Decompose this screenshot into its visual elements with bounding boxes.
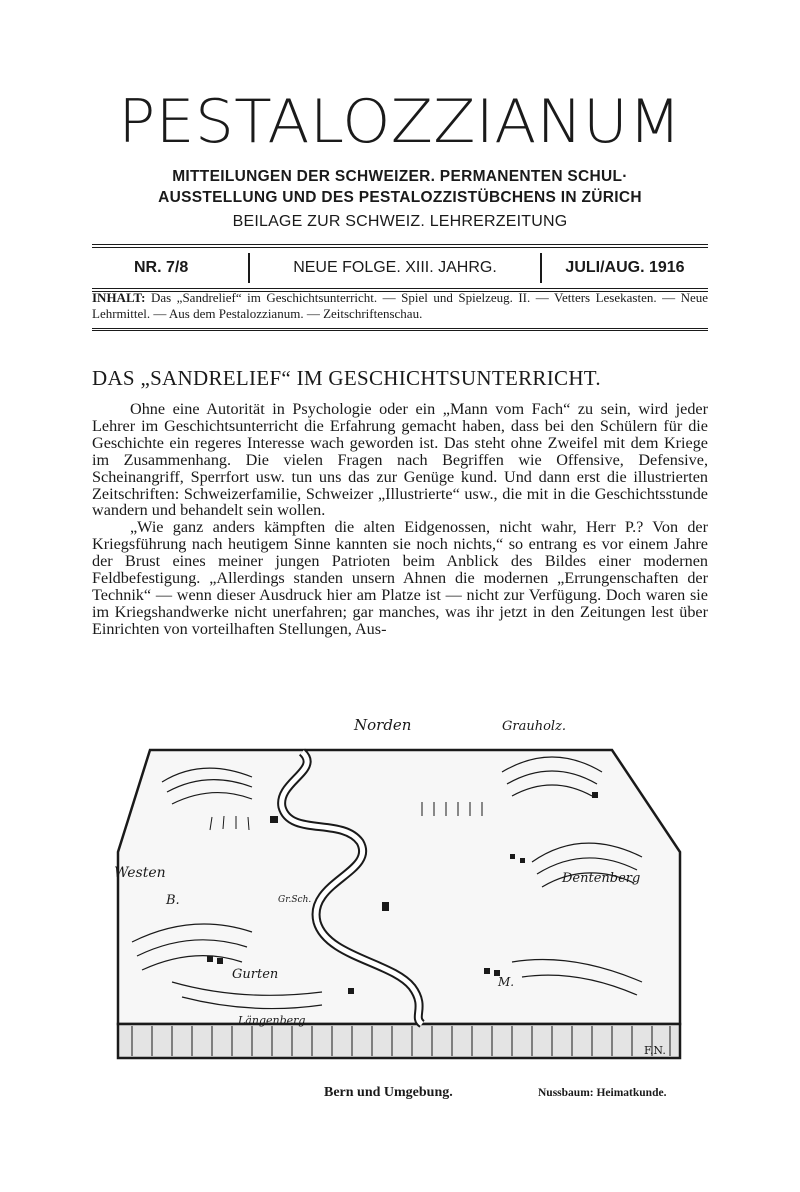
masthead: [92, 86, 708, 231]
map-label-east-hill: Dentenberg: [562, 871, 641, 886]
map-label-west: Westen: [114, 865, 166, 881]
journal-title: PESTALOZZIANUM: [118, 87, 682, 157]
article-paragraph-1: Ohne eine Autorität in Psychologie oder ein „Mann vom Fach“ zu sein, wird jeder Lehrer im Geschichtsunterricht die Erfahrung gemacht haben, dass bei den Schülern für die Geschichte ein regeres Interesse wach geworden ist. Das steht ohne Zweifel mit dem Kriege im Zusammenhang. Die vielen Fragen nach Begriffen wie Offensive, Defensive, Scheinangriff, Sperrfort usw. tun uns das zur Genüge kund. Und dann erst die illustrierten Zeitschriften: Schweizerfamilie, Schweizer „Illustrierte“ usw., die mit in die Geschichtsstunde wandern und behandelt sein wollen.: [92, 400, 708, 520]
map-label-top-right: Grauholz.: [502, 719, 567, 734]
map-label-m: M.: [498, 975, 515, 989]
article-title: DAS „SANDRELIEF“ IM GESCHICHTSUNTERRICHT.: [92, 366, 601, 390]
contents-label: INHALT:: [92, 290, 146, 305]
issue-date: JULI/AUG. 1916: [565, 259, 685, 276]
relief-map-illustration: [92, 712, 708, 1082]
article-paragraph-2: „Wie ganz anders kämpften die alten Eidgenossen, nicht wahr, Herr P.? Von der Kriegsführung nach heutigem Sinne kannten sie noch nichts,“ so entrang es vor einem Jahre der Brust eines meiner jungen Patrioten beim Anblick des Bildes einer modernen Feldbefestigung. „Allerdings standen unsern Ahnen die modernen „Errungenschaften der Technik“ — wenn dieser Ausdruck hier am Platze ist — nicht zur Verfügung. Doch waren sie im Kriegshandwerke nicht unerfahren; gar manches, was ihr jetzt in den Zeitungen lest über Einrichten von vorteilhaften Stellungen, Aus-: [92, 518, 708, 638]
map-label-gr: Gr.Sch.: [278, 895, 312, 905]
issue-series: NEUE FOLGE. XIII. JAHRG.: [293, 259, 497, 276]
map-label-gurten: Gurten: [232, 967, 279, 982]
map-label-north: Norden: [354, 716, 412, 734]
map-label-laengenberg: Längenberg: [238, 1014, 306, 1027]
issue-number: NR. 7/8: [134, 259, 189, 276]
map-label-b: B.: [166, 893, 180, 908]
figure-caption: Bern und Umgebung.: [324, 1085, 453, 1100]
issue-bar: [92, 244, 708, 292]
table-of-contents: [92, 290, 708, 331]
map-signature: F.N.: [644, 1044, 666, 1057]
subtitle-line-1: MITTEILUNGEN DER SCHWEIZER. PERMANENTEN SCHUL·: [172, 168, 628, 185]
contents-text: Das „Sandrelief“ im Geschichtsunterricht. — Spiel und Spielzeug. II. — Vetters Lesekasten. — Neue Lehrmittel. — Aus dem Pestalozzianum. — Zeitschriftenschau.: [92, 290, 709, 321]
journal-subtitle: [92, 166, 708, 208]
subtitle-line-2: AUSSTELLUNG UND DES PESTALOZZISTÜBCHENS IN ZÜRICH: [158, 189, 642, 206]
article: [92, 366, 708, 638]
relief-map-figure: [92, 712, 708, 1108]
supplement-line: BEILAGE ZUR SCHWEIZ. LEHRERZEITUNG: [232, 213, 568, 230]
figure-credit: Nussbaum: Heimatkunde.: [538, 1087, 667, 1099]
